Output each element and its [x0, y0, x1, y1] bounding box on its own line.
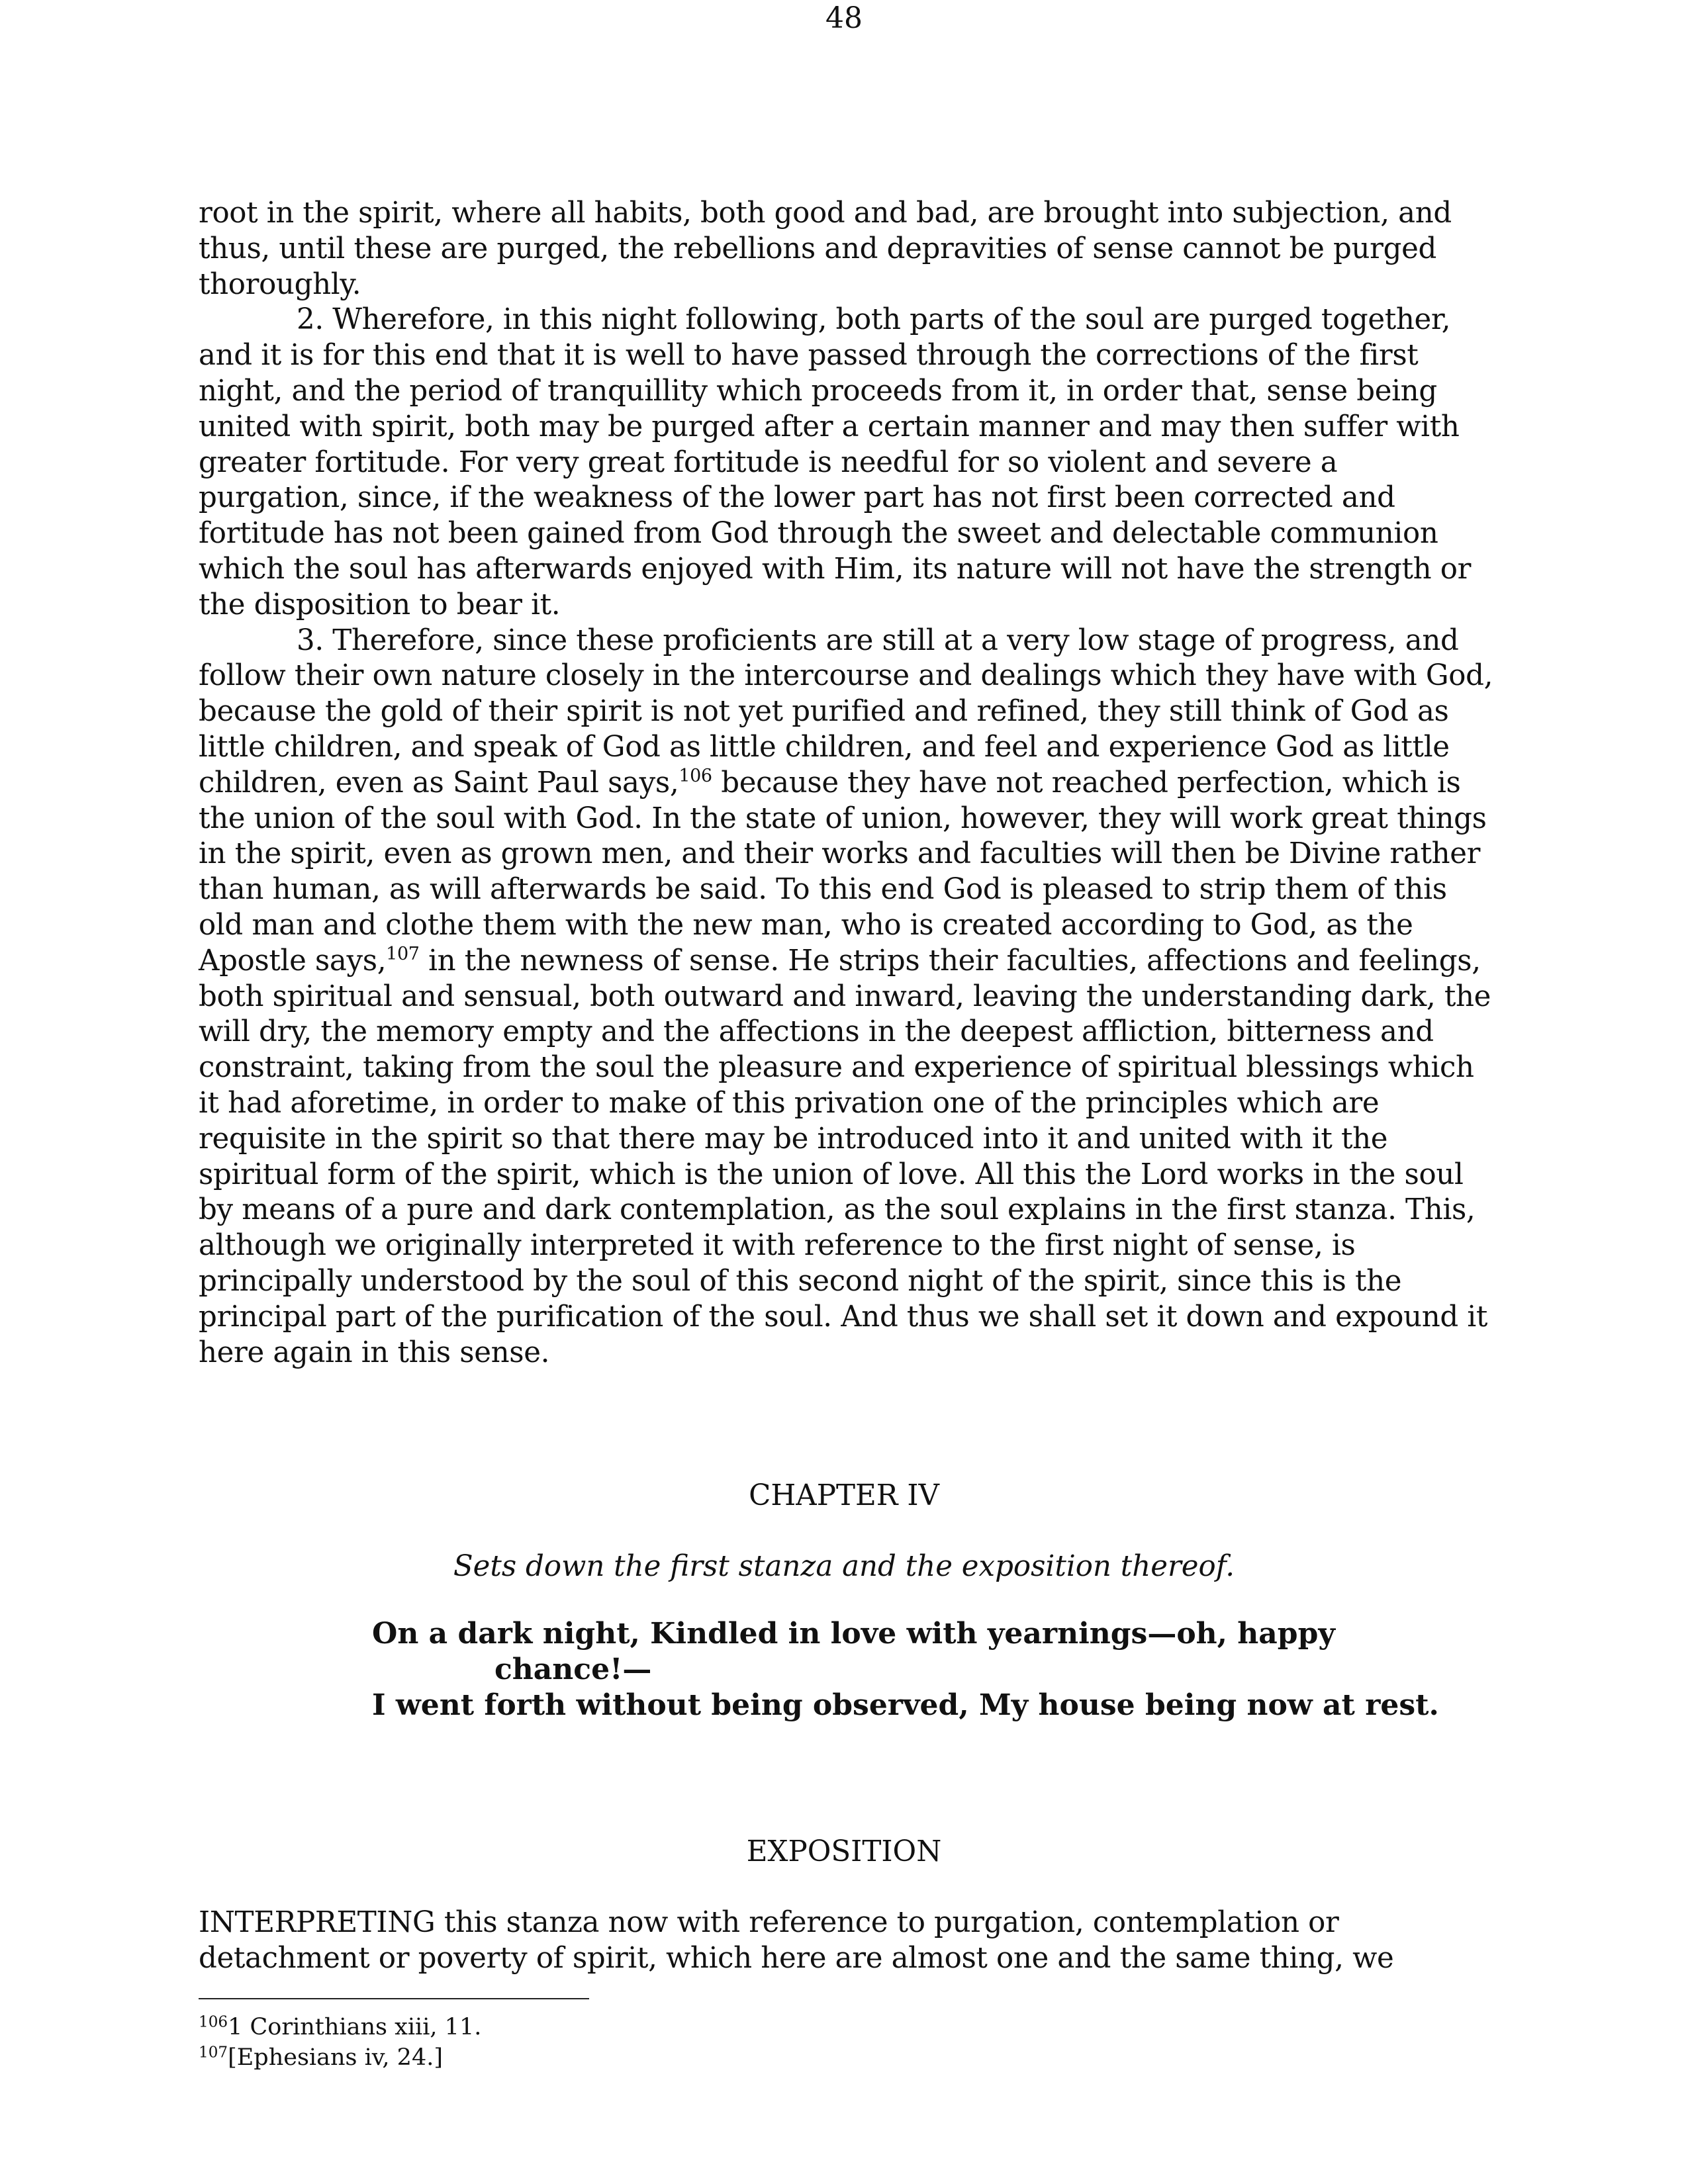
- exposition-heading: EXPOSITION: [746, 1835, 942, 1868]
- chapter-subtitle: Sets down the first stanza and the exposition thereof.: [453, 1550, 1235, 1583]
- page-number: 48: [825, 1, 863, 35]
- footnote-107: [199, 2042, 1496, 2073]
- footnote-ref-107[interactable]: 107: [386, 943, 420, 964]
- footnote-number: 107: [199, 2044, 228, 2062]
- footnotes: [199, 2012, 1496, 2073]
- paragraph-1: root in the spirit, where all habits, both good and bad, are brought into subjection, and thus, until these are purged, the rebellions and depravities of sense cannot be purged thoroughly.: [199, 197, 1452, 301]
- paragraph-2: 2. Wherefore, in this night following, both parts of the soul are purged together, and it is for this end that it is well to have passed through the corrections of the first night, and the period of tranquillity which proceeds from it, in order that, sense being united with spirit, both may be purged after a certain manner and may then suffer with greater fortitude. For very great fortitude is needful for so violent and severe a purgation, since, if the weakness of the lower part has not first been corrected and fortitude has not been gained from God through the sweet and delectable communion which the soul has afterwards enjoyed with Him, its nature will not have the strength or the disposition to bear it.: [199, 303, 1472, 621]
- stanza-line-2: I went forth without being observed, My house being now at rest.: [372, 1688, 1439, 1722]
- main-text: [199, 196, 1496, 1371]
- footnote-106: [199, 2012, 1496, 2042]
- footnote-number: 106: [199, 2013, 228, 2031]
- footnote-text: [Ephesians iv, 24.]: [228, 2044, 443, 2071]
- stanza-line-1: On a dark night, Kindled in love with yearnings—oh, happy chance!—: [372, 1617, 1335, 1686]
- stanza: [372, 1616, 1458, 1723]
- footnote-text: 1 Corinthians xiii, 11.: [228, 2014, 482, 2040]
- paragraph-3-part-b: because they have not reached perfection, which is the union of the soul with God. In the state of union, however, they will work great things in the spirit, even as grown men, and their works and faculties will then be Divine rather than human, as will afterwards be said. To this end God is pleased to strip them of this old man and clothe them with the new man, who is created according to God, as the Apostle says,: [199, 766, 1487, 978]
- paragraph-3-part-c: in the newness of sense. He strips their faculties, affections and feelings, both spiritual and sensual, both outward and inward, leaving the understanding dark, the will dry, the memory empty and the affections in the deepest affliction, bitterness and constraint, taking from the soul the pleasure and experience of spiritual blessings which it had aforetime, in order to make of this privation one of the principles which are requisite in the spirit so that there may be introduced into it and united with it the spiritual form of the spirit, which is the union of love. All this the Lord works in the soul by means of a pure and dark contemplation, as the soul explains in the first stanza. This, although we originally interpreted it with reference to the first night of sense, is principally understood by the soul of this second night of the spirit, since this is the principal part of the purification of the soul. And thus we shall set it down and expound it here again in this sense.: [199, 944, 1491, 1369]
- chapter-heading: CHAPTER IV: [749, 1479, 939, 1512]
- footnote-divider: [199, 1998, 589, 1999]
- paragraph-3-part-a: 3. Therefore, since these proficients are still at a very low stage of progress, and follow their own nature closely in the intercourse and dealings which they have with God, because the gold of their spirit is not yet purified and refined, they still think of God as little children, and speak of God as little children, and feel and experience God as little children, even as Saint Paul says,: [199, 623, 1493, 799]
- exposition-text: INTERPRETING this stanza now with reference to purgation, contemplation or detachment or poverty of spirit, which here are almost one and the same thing, we: [199, 1906, 1394, 1975]
- footnote-ref-106[interactable]: 106: [679, 765, 712, 786]
- paragraph-3: [199, 623, 1496, 1371]
